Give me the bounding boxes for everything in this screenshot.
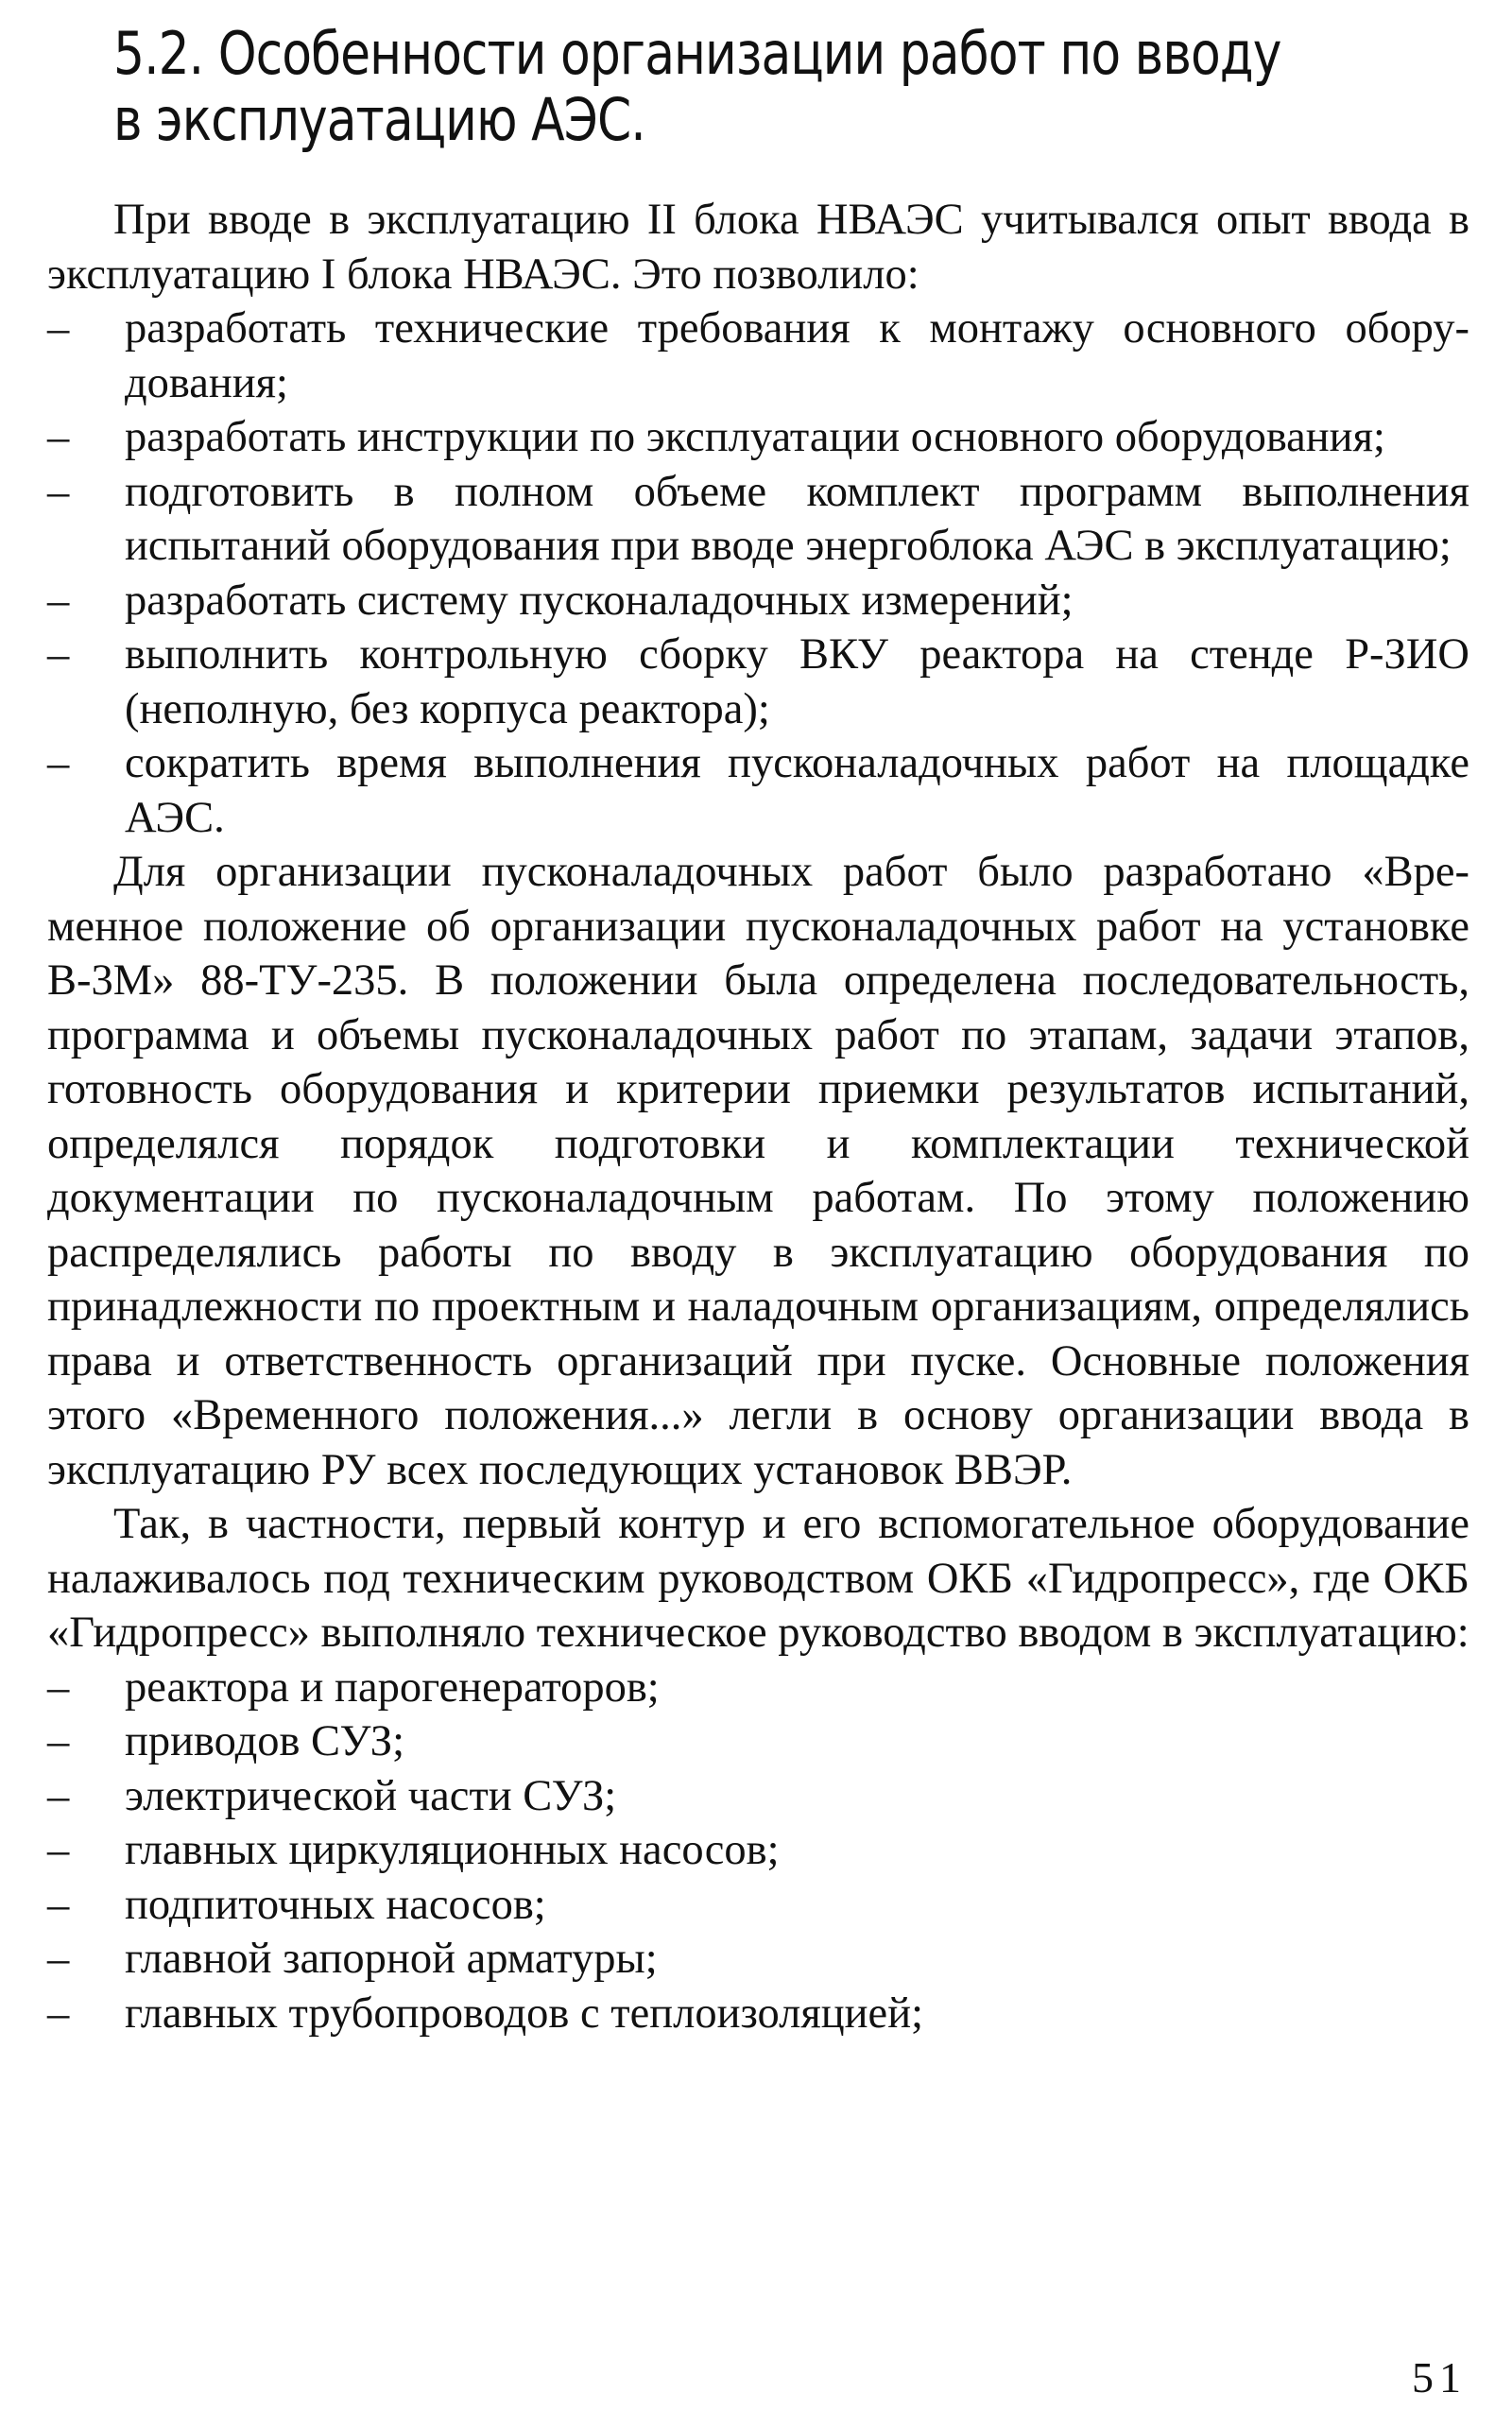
list-item-text: подпиточных насосов; [125, 1880, 546, 1929]
dash-bullet: – [47, 630, 70, 679]
list-item-text: электрической части СУЗ; [125, 1771, 617, 1820]
list-item [47, 1823, 1469, 1878]
section-title-line-1: 5.2. Особенности организации работ по вводу [113, 19, 1281, 88]
list-item [47, 1714, 1469, 1769]
list-item [47, 301, 1469, 410]
list-item [47, 574, 1469, 628]
preparation-list [47, 301, 1469, 845]
list-item-text: разработать технические требования к монтажу основного оборудования; [125, 304, 1469, 407]
dash-bullet: – [47, 413, 70, 461]
dash-bullet: – [47, 739, 70, 787]
intro-paragraph: При вводе в эксплуатацию II блока НВАЭС учитывался опыт ввода в эксплуатацию I блока НВАЭС. Это позволило: [47, 196, 1469, 299]
document-page [47, 21, 1469, 2040]
dash-bullet: – [47, 467, 70, 516]
list-item [47, 1987, 1469, 2041]
dash-bullet: – [47, 1717, 70, 1765]
section-title-line-2: в эксплуатацию АЭС. [113, 85, 645, 154]
dash-bullet: – [47, 1662, 70, 1712]
list-item [47, 1661, 1469, 1715]
list-item [47, 465, 1469, 574]
body-text [47, 193, 1469, 2040]
list-item-text: приводов СУЗ; [125, 1717, 404, 1765]
list-item [47, 628, 1469, 736]
organization-paragraph: Для организации пусконаладочных работ было разработано «Временное положение об организации пусконаладочных работ на установке В-3М» 88-ТУ-235. В положении была определена последовательность, программа и объемы пусконаладочных работ по этапам, задачи этапов, готовность оборудования и критерии приемки результатов испытаний, определялся порядок подготовки и комплектации технической документации по пусконаладочным работам. По этому положению распределялись работы по вводу в эксплуатацию оборудования по принадлежности по проектным и наладочным организациям, определялись права и ответственность организаций при пуске. Основные положения этого «Временного положения...» легли в основу организации ввода в эксплуатацию РУ всех последующих установок ВВЭР. [47, 848, 1469, 1494]
dash-bullet: – [47, 1826, 70, 1874]
list-item [47, 1932, 1469, 1987]
equipment-list [47, 1661, 1469, 2041]
list-item-text: выполнить контрольную сборку ВКУ реактора на стенде Р-ЗИО (неполную, без корпуса реактора); [125, 630, 1469, 733]
dash-bullet: – [47, 1880, 70, 1929]
list-item-text: разработать систему пусконаладочных измерений; [125, 576, 1074, 625]
list-item [47, 1769, 1469, 1824]
list-item-text: подготовить в полном объеме комплект программ выполнения испытаний оборудования при вводе энергоблока АЭС в эксплуатацию; [125, 467, 1469, 570]
section-title [113, 21, 1467, 153]
dash-bullet: – [47, 576, 70, 625]
dash-bullet: – [47, 1935, 70, 1983]
list-item-text: главных циркуляционных насосов; [125, 1826, 780, 1874]
list-item-text: реактора и парогенераторов; [125, 1662, 660, 1712]
list-item-text: главной запорной арматуры; [125, 1935, 658, 1983]
dash-bullet: – [47, 1988, 70, 2038]
list-item-text: разработать инструкции по эксплуатации основного оборудования; [125, 413, 1385, 461]
dash-bullet: – [47, 1771, 70, 1820]
list-item [47, 736, 1469, 845]
technical-guidance-paragraph: Так, в частности, первый контур и его вспомогательное оборудование налаживалось под техническим руководством ОКБ «Гидропресс», где ОКБ «Гидропресс» выполняло техническое руководство вводом в эксплуатацию: [47, 1500, 1469, 1657]
dash-bullet: – [47, 304, 70, 353]
list-item [47, 410, 1469, 465]
list-item-text: главных трубопроводов с теплоизоляцией; [125, 1988, 923, 2038]
list-item [47, 1878, 1469, 1933]
list-item-text: сократить время выполнения пусконаладочных работ на площадке АЭС. [125, 739, 1469, 842]
page-number: 51 [1412, 2353, 1467, 2401]
